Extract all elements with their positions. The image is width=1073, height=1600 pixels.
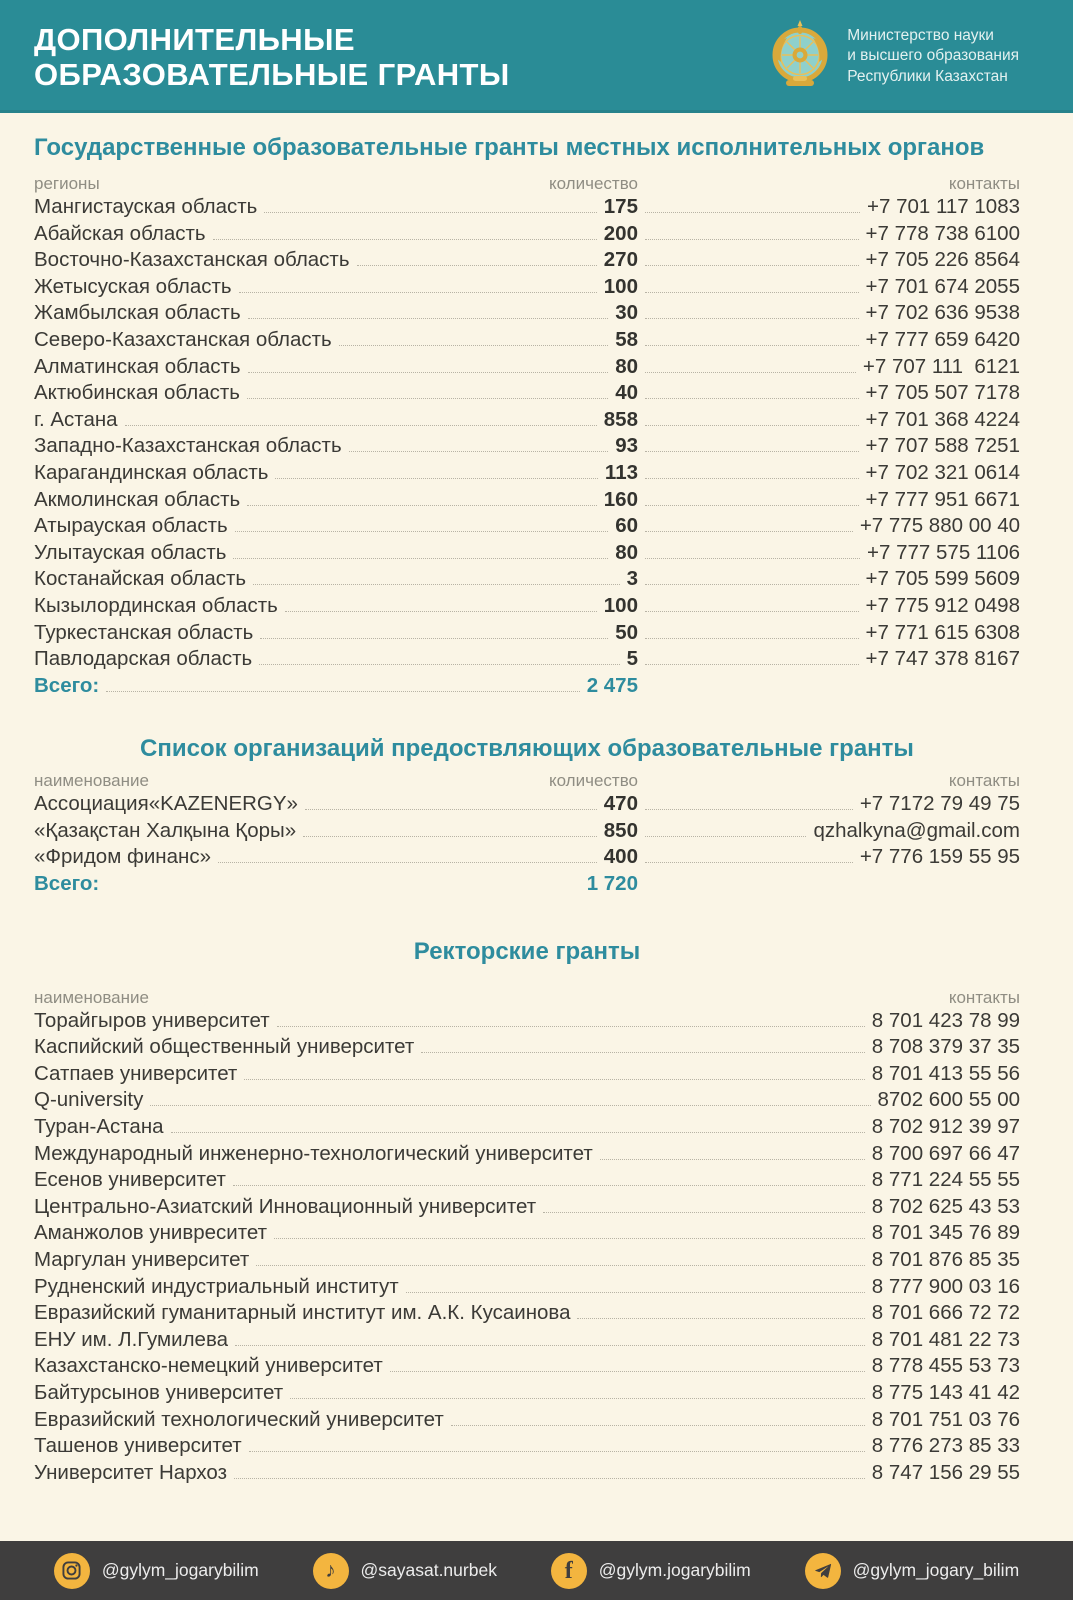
dotted-leader (247, 396, 608, 399)
row-contact: +7 777 575 1106 (867, 540, 1020, 564)
row-name: «Фридом финанс» (34, 845, 212, 869)
table-row (34, 1353, 1020, 1380)
header-band (0, 0, 1073, 113)
row-name: Актюбинская область (34, 381, 240, 405)
row-contact: +7 775 880 00 40 (859, 514, 1020, 538)
table-row (34, 1034, 1020, 1061)
table-row (34, 221, 1020, 248)
page-title-line1: ДОПОЛНИТЕЛЬНЫЕ (34, 21, 355, 57)
row-name: Есенов университет (34, 1168, 226, 1192)
dotted-leader (234, 1476, 865, 1479)
section1-total-row (34, 673, 1020, 700)
row-name: Аманжолов унивреситет (34, 1221, 268, 1245)
row-name: Павлодарская область (34, 647, 253, 671)
ministry-line1: Министерство науки (847, 26, 994, 44)
dotted-leader (305, 807, 597, 810)
row-contact: +7 702 321 0614 (865, 460, 1020, 484)
column-header-contacts: контакты (948, 987, 1020, 1007)
dotted-leader (645, 582, 859, 585)
row-contact: +7 702 636 9538 (865, 301, 1020, 325)
dotted-leader (235, 529, 608, 532)
row-quantity: 160 (603, 487, 638, 511)
dotted-leader (451, 1423, 865, 1426)
table-row (34, 1433, 1020, 1460)
section3-column-headers (34, 988, 1020, 1008)
row-quantity: 400 (603, 845, 638, 869)
dotted-leader (218, 860, 597, 863)
row-quantity: 113 (604, 460, 638, 484)
row-quantity: 3 (626, 567, 638, 591)
dotted-leader (543, 1210, 865, 1213)
dotted-leader (645, 529, 853, 532)
row-quantity: 270 (603, 248, 638, 272)
row-contact: qzhalkyna@gmail.com (813, 818, 1020, 842)
section3-title: Ректорские гранты (413, 937, 641, 965)
column-header-contacts: контакты (948, 174, 1020, 193)
ministry-line3: Республики Казахстан (847, 67, 1008, 85)
row-contact: 8 708 379 37 35 (871, 1035, 1020, 1059)
dotted-leader (233, 1183, 865, 1186)
dotted-leader (247, 503, 597, 506)
dotted-leader (406, 1290, 865, 1293)
page-title-line2: ОБРАЗОВАТЕЛЬНЫЕ ГРАНТЫ (34, 56, 510, 92)
section-organization-grants (0, 735, 1073, 897)
row-quantity: 40 (615, 381, 638, 405)
row-contact: +7 747 378 8167 (865, 647, 1020, 671)
row-name: Западно-Казахстанская область (34, 434, 342, 458)
row-quantity: 60 (615, 514, 638, 538)
facebook-icon: f (551, 1553, 587, 1589)
table-row (34, 407, 1020, 434)
table-row (34, 247, 1020, 274)
social-handle: @gylym_jogarybilim (101, 1560, 259, 1580)
dotted-leader (645, 316, 859, 319)
row-quantity: 93 (615, 434, 638, 458)
table-row (34, 1380, 1020, 1407)
row-contact: 8 771 224 55 55 (871, 1168, 1020, 1192)
row-contact: 8 701 876 85 35 (871, 1248, 1020, 1271)
page-title (34, 22, 510, 92)
row-name: Костанайская область (34, 567, 247, 591)
row-contact: 8 776 273 85 33 (871, 1434, 1020, 1458)
table-row (34, 300, 1020, 327)
row-contact: 8 701 413 55 56 (871, 1061, 1020, 1085)
column-header-quantity: количество (548, 771, 638, 791)
dotted-leader (645, 662, 859, 665)
section1-title: Государственные образовательные гранты местных исполнительных органов (34, 134, 985, 161)
table-row (34, 844, 1020, 871)
row-name: Q-university (34, 1088, 144, 1112)
table-row (34, 1220, 1020, 1247)
total-value: 1 720 (586, 872, 638, 896)
dotted-leader (125, 423, 597, 426)
ministry-line2: и высшего образования (847, 47, 1019, 65)
dotted-leader (248, 370, 609, 373)
dotted-leader (645, 237, 859, 240)
row-contact: +7 705 226 8564 (865, 248, 1020, 272)
dotted-leader (239, 290, 597, 293)
row-quantity: 175 (603, 195, 638, 218)
row-name: Торайгыров университет (34, 1008, 270, 1032)
dotted-leader (249, 1449, 865, 1452)
dotted-leader (645, 834, 806, 837)
row-name: Университет Нархоз (34, 1460, 227, 1484)
dotted-leader (645, 636, 859, 639)
row-name: Казахстанско-немецкий университет (34, 1354, 383, 1378)
column-header-quantity: количество (548, 174, 638, 193)
dotted-leader (357, 263, 597, 266)
table-row (34, 1327, 1020, 1354)
row-contact: +7 775 912 0498 (865, 593, 1020, 617)
table-row (34, 327, 1020, 354)
row-name: Абайская область (34, 221, 206, 245)
dotted-leader (645, 370, 856, 373)
row-name: г. Астана (34, 407, 118, 431)
row-contact: 8 747 156 29 55 (871, 1460, 1020, 1484)
table-row (34, 433, 1020, 460)
section-rector-grants (0, 938, 1073, 1487)
dotted-leader (645, 343, 859, 346)
social-footer (0, 1541, 1073, 1600)
row-contact: 8 700 697 66 47 (871, 1141, 1020, 1165)
dotted-leader (645, 503, 859, 506)
section-regional-grants (0, 113, 1073, 699)
section2-total-row (34, 871, 1020, 898)
table-row (34, 791, 1020, 818)
dotted-leader (256, 1263, 865, 1266)
dotted-leader (577, 1316, 864, 1319)
row-contact: 8 702 912 39 97 (871, 1115, 1020, 1139)
row-contact: 8 701 481 22 73 (871, 1327, 1020, 1351)
table-row (34, 620, 1020, 647)
row-contact: 8 702 625 43 53 (871, 1194, 1020, 1218)
social-link-telegram[interactable] (805, 1553, 1020, 1589)
row-name: Туран-Астана (34, 1115, 164, 1139)
dotted-leader (303, 834, 597, 837)
table-row (34, 354, 1020, 381)
column-header-name: наименование (34, 987, 149, 1007)
row-contact: +7 707 588 7251 (865, 434, 1020, 458)
table-row (34, 1407, 1020, 1434)
dotted-leader (645, 860, 853, 863)
dotted-leader (645, 210, 860, 213)
dotted-leader (171, 1130, 865, 1133)
row-name: Жетысуская область (34, 274, 232, 298)
ministry-brand (769, 18, 1019, 95)
row-contact: +7 705 599 5609 (865, 567, 1020, 591)
dotted-leader (248, 316, 609, 319)
row-contact: +7 701 368 4224 (865, 407, 1020, 431)
dotted-leader (150, 1103, 870, 1106)
table-row (34, 540, 1020, 567)
row-contact: 8 777 900 03 16 (871, 1274, 1020, 1298)
row-name: Каспийский общественный университет (34, 1035, 415, 1059)
dotted-leader (645, 609, 859, 612)
dotted-leader (264, 210, 596, 213)
table-row (34, 1061, 1020, 1088)
row-contact: 8702 600 55 00 (877, 1088, 1020, 1112)
row-name: Атырауская область (34, 514, 228, 538)
total-label: Всего: (34, 673, 100, 697)
row-contact: +7 7172 79 49 75 (859, 792, 1020, 816)
table-row (34, 1460, 1020, 1487)
row-name: Восточно-Казахстанская область (34, 248, 350, 272)
row-name: Евразийский гуманитарный институт им. А.К. Кусаинова (34, 1301, 571, 1325)
dotted-leader (645, 396, 859, 399)
row-quantity: 5 (626, 647, 638, 671)
dotted-leader (645, 556, 860, 559)
section1-column-headers (34, 174, 1020, 194)
row-name: Карагандинская область (34, 460, 269, 484)
table-row (34, 818, 1020, 845)
row-contact: 8 778 455 53 73 (871, 1354, 1020, 1378)
social-handle: @sayasat.nurbek (360, 1560, 497, 1580)
dotted-leader (600, 1157, 865, 1160)
row-name: Кызылординская область (34, 593, 278, 617)
dotted-leader (390, 1369, 865, 1372)
row-contact: +7 701 674 2055 (865, 274, 1020, 298)
row-name: Туркестанская область (34, 620, 254, 644)
dotted-leader (339, 343, 608, 346)
row-name: Центрально-Азиатский Инновационный университет (34, 1194, 537, 1218)
row-contact: 8 701 751 03 76 (871, 1407, 1020, 1431)
row-quantity: 30 (615, 301, 638, 325)
row-name: Сатпаев университет (34, 1061, 238, 1085)
dotted-leader (645, 423, 859, 426)
section2-column-headers (34, 771, 1020, 791)
section2-title: Список организаций предоствляющих образовательные гранты (140, 735, 914, 763)
row-name: Байтурсынов университет (34, 1380, 284, 1404)
dotted-leader (235, 1343, 865, 1346)
row-name: Ташенов университет (34, 1434, 242, 1458)
dotted-leader (274, 1236, 865, 1239)
row-contact: +7 701 117 1083 (867, 195, 1020, 218)
table-row (34, 460, 1020, 487)
column-header-contacts: контакты (948, 771, 1020, 791)
row-name: Международный инженерно-технологический университет (34, 1141, 593, 1165)
row-quantity: 80 (615, 354, 638, 378)
table-row (34, 1008, 1020, 1035)
tiktok-icon: ♪ (313, 1553, 349, 1589)
row-contact: +7 778 738 6100 (865, 221, 1020, 245)
row-quantity: 50 (615, 620, 638, 644)
social-link-tiktok[interactable] (313, 1553, 497, 1589)
column-header-name: наименование (34, 771, 149, 791)
table-row (34, 274, 1020, 301)
social-link-instagram[interactable] (54, 1553, 259, 1589)
table-row (34, 1167, 1020, 1194)
row-quantity: 80 (615, 540, 638, 564)
dotted-leader (233, 556, 608, 559)
social-handle: @gylym.jogarybilim (598, 1560, 751, 1580)
table-row (34, 1300, 1020, 1327)
row-contact: 8 775 143 41 42 (871, 1380, 1020, 1404)
total-label: Всего: (34, 872, 100, 896)
row-quantity: 850 (603, 818, 638, 842)
table-row (34, 1247, 1020, 1274)
dotted-leader (349, 449, 609, 452)
row-quantity: 100 (603, 274, 638, 298)
row-name: Жамбылская область (34, 301, 241, 325)
dotted-leader (259, 662, 619, 665)
instagram-icon (54, 1553, 90, 1589)
row-name: Улытауская область (34, 540, 227, 564)
row-contact: 8 701 345 76 89 (871, 1221, 1020, 1245)
dotted-leader (244, 1077, 864, 1080)
table-row (34, 380, 1020, 407)
dotted-leader (285, 609, 597, 612)
section3-table (34, 1008, 1020, 1487)
table-row (34, 1087, 1020, 1114)
table-row (34, 566, 1020, 593)
row-contact: +7 776 159 55 95 (859, 845, 1020, 869)
row-name: Мангистауская область (34, 195, 258, 218)
table-row (34, 1141, 1020, 1168)
total-value: 2 475 (586, 673, 638, 697)
social-link-facebook[interactable] (551, 1553, 751, 1589)
dotted-leader (290, 1396, 865, 1399)
dotted-leader (260, 636, 608, 639)
dotted-leader (106, 689, 579, 692)
row-quantity: 470 (603, 792, 638, 816)
row-contact: 8 701 423 78 99 (871, 1008, 1020, 1032)
table-row (34, 646, 1020, 673)
row-name: Алматинская область (34, 354, 241, 378)
dotted-leader (645, 290, 859, 293)
row-name: Евразийский технологический университет (34, 1407, 444, 1431)
table-row (34, 194, 1020, 221)
telegram-icon (805, 1553, 841, 1589)
row-name: «Қазақстан Халқына Қоры» (34, 818, 297, 842)
row-name: Маргулан университет (34, 1248, 250, 1271)
social-handle: @gylym_jogary_bilim (852, 1560, 1020, 1580)
row-name: Рудненский индустриальный институт (34, 1274, 399, 1298)
dotted-leader (645, 476, 859, 479)
row-contact: +7 705 507 7178 (865, 381, 1020, 405)
dotted-leader (275, 476, 598, 479)
row-contact: 8 701 666 72 72 (871, 1301, 1020, 1325)
row-quantity: 100 (603, 593, 638, 617)
row-name: Северо-Казахстанская область (34, 327, 332, 351)
row-name: Ассоциация«KAZENERGY» (34, 792, 298, 816)
dotted-leader (253, 582, 619, 585)
dotted-leader (645, 263, 859, 266)
table-row (34, 1194, 1020, 1221)
row-contact: +7 707 111 6121 (862, 354, 1020, 378)
kazakhstan-emblem-icon (769, 18, 831, 95)
dotted-leader (421, 1050, 865, 1053)
row-quantity: 858 (603, 407, 638, 431)
table-row (34, 1274, 1020, 1301)
section1-table (34, 194, 1020, 673)
row-name: Акмолинская область (34, 487, 241, 511)
ministry-name (847, 26, 1019, 88)
dotted-leader (645, 449, 859, 452)
row-quantity: 58 (615, 327, 638, 351)
row-contact: +7 771 615 6308 (865, 620, 1020, 644)
section2-table (34, 791, 1020, 871)
row-name: ЕНУ им. Л.Гумилева (34, 1327, 228, 1351)
table-row (34, 1114, 1020, 1141)
table-row (34, 513, 1020, 540)
table-row (34, 487, 1020, 514)
row-contact: +7 777 951 6671 (865, 487, 1020, 511)
dotted-leader (277, 1024, 865, 1027)
row-contact: +7 777 659 6420 (865, 327, 1020, 351)
dotted-leader (213, 237, 597, 240)
table-row (34, 593, 1020, 620)
row-quantity: 200 (603, 221, 638, 245)
column-header-regions: регионы (34, 174, 100, 193)
dotted-leader (645, 807, 853, 810)
